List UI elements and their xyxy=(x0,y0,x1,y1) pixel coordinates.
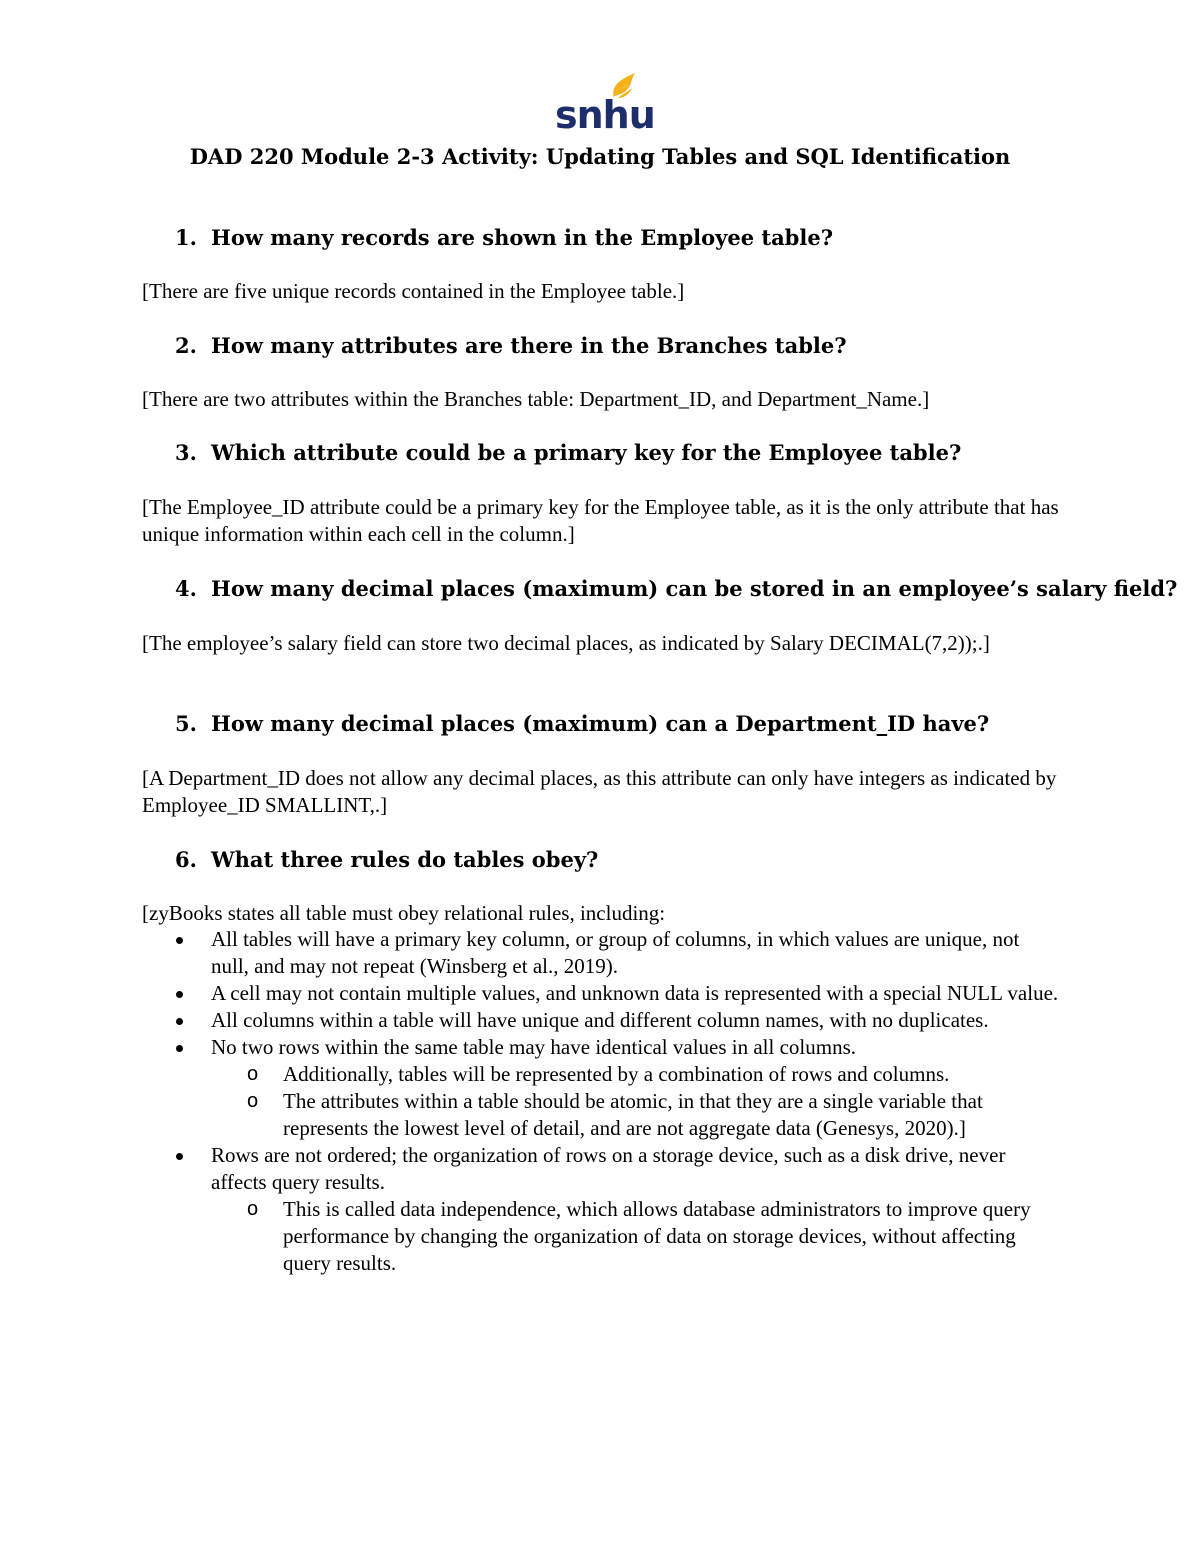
answer-2: [There are two attributes within the Branches table: Department_ID, and Department_Name.] xyxy=(142,387,930,411)
sub-list-item xyxy=(211,1088,1062,1142)
document-title: DAD 220 Module 2-3 Activity: Updating Tables and SQL Identification xyxy=(189,144,1011,169)
answer-4: [The employee’s salary field can store two decimal places, as indicated by Salary DECIMAL(7,2));.] xyxy=(142,631,990,655)
question-number: 2. xyxy=(175,333,197,358)
sub-bullet-icon: o xyxy=(247,1063,259,1085)
question-number: 6. xyxy=(175,847,197,872)
logo-text: snhu xyxy=(555,93,655,137)
sub-list-item-text: This is called data independence, which allows database administrators to improve query performance by changing the organization of data on storage devices, without affecting query results. xyxy=(283,1197,1031,1275)
question-1 xyxy=(175,225,833,251)
bullet-icon xyxy=(176,991,183,998)
sub-list-item xyxy=(211,1196,1062,1277)
question-text: How many decimal places (maximum) can be stored in an employee’s salary field? xyxy=(211,576,1178,601)
question-2 xyxy=(175,333,847,359)
list-item xyxy=(142,980,1062,1007)
answer-3: [The Employee_ID attribute could be a primary key for the Employee table, as it is the only attribute that has unique information within each cell in the column.] xyxy=(142,495,1059,546)
question-text: Which attribute could be a primary key for the Employee table? xyxy=(211,440,962,465)
sub-list-item xyxy=(211,1061,1062,1088)
question-text: How many attributes are there in the Branches table? xyxy=(211,333,847,358)
list-item-text: Rows are not ordered; the organization of rows on a storage device, such as a disk drive, never affects query results. xyxy=(211,1143,1006,1194)
answer-1: [There are five unique records contained in the Employee table.] xyxy=(142,279,685,303)
list-item-text: A cell may not contain multiple values, and unknown data is represented with a special NULL value. xyxy=(211,981,1059,1005)
sub-bullet-icon: o xyxy=(247,1198,259,1220)
list-item xyxy=(142,1007,1062,1034)
list-item-text: No two rows within the same table may have identical values in all columns. xyxy=(211,1035,857,1059)
bullet-icon xyxy=(176,1018,183,1025)
list-item xyxy=(142,1034,1062,1142)
rules-list xyxy=(142,926,1062,1277)
question-4 xyxy=(175,576,1177,602)
question-5 xyxy=(175,711,989,737)
question-number: 4. xyxy=(175,576,197,601)
sub-list xyxy=(211,1061,1062,1142)
question-3 xyxy=(175,440,961,466)
sub-bullet-icon: o xyxy=(247,1090,259,1112)
list-item xyxy=(142,1142,1062,1277)
list-item xyxy=(142,926,1062,980)
answer-5: [A Department_ID does not allow any decimal places, as this attribute can only have integers as indicated by Employee_ID SMALLINT,.] xyxy=(142,766,1057,817)
question-number: 3. xyxy=(175,440,197,465)
sub-list-item-text: The attributes within a table should be atomic, in that they are a single variable that represents the lowest level of detail, and are not aggregate data (Genesys, 2020).] xyxy=(283,1089,983,1140)
bullet-icon xyxy=(176,1045,183,1052)
question-text: What three rules do tables obey? xyxy=(211,847,599,872)
answer-6-intro: [zyBooks states all table must obey relational rules, including: xyxy=(142,901,666,925)
question-number: 5. xyxy=(175,711,197,736)
bullet-icon xyxy=(176,937,183,944)
question-6 xyxy=(175,847,598,873)
question-text: How many decimal places (maximum) can a Department_ID have? xyxy=(211,711,990,736)
sub-list xyxy=(211,1196,1062,1277)
bullet-icon xyxy=(176,1153,183,1160)
sub-list-item-text: Additionally, tables will be represented by a combination of rows and columns. xyxy=(283,1062,950,1086)
list-item-text: All tables will have a primary key column, or group of columns, in which values are unique, not null, and may not repeat (Winsberg et al., 2019). xyxy=(211,927,1020,978)
question-text: How many records are shown in the Employee table? xyxy=(211,225,834,250)
list-item-text: All columns within a table will have unique and different column names, with no duplicates. xyxy=(211,1008,989,1032)
question-number: 1. xyxy=(175,225,197,250)
snhu-logo xyxy=(552,74,655,137)
